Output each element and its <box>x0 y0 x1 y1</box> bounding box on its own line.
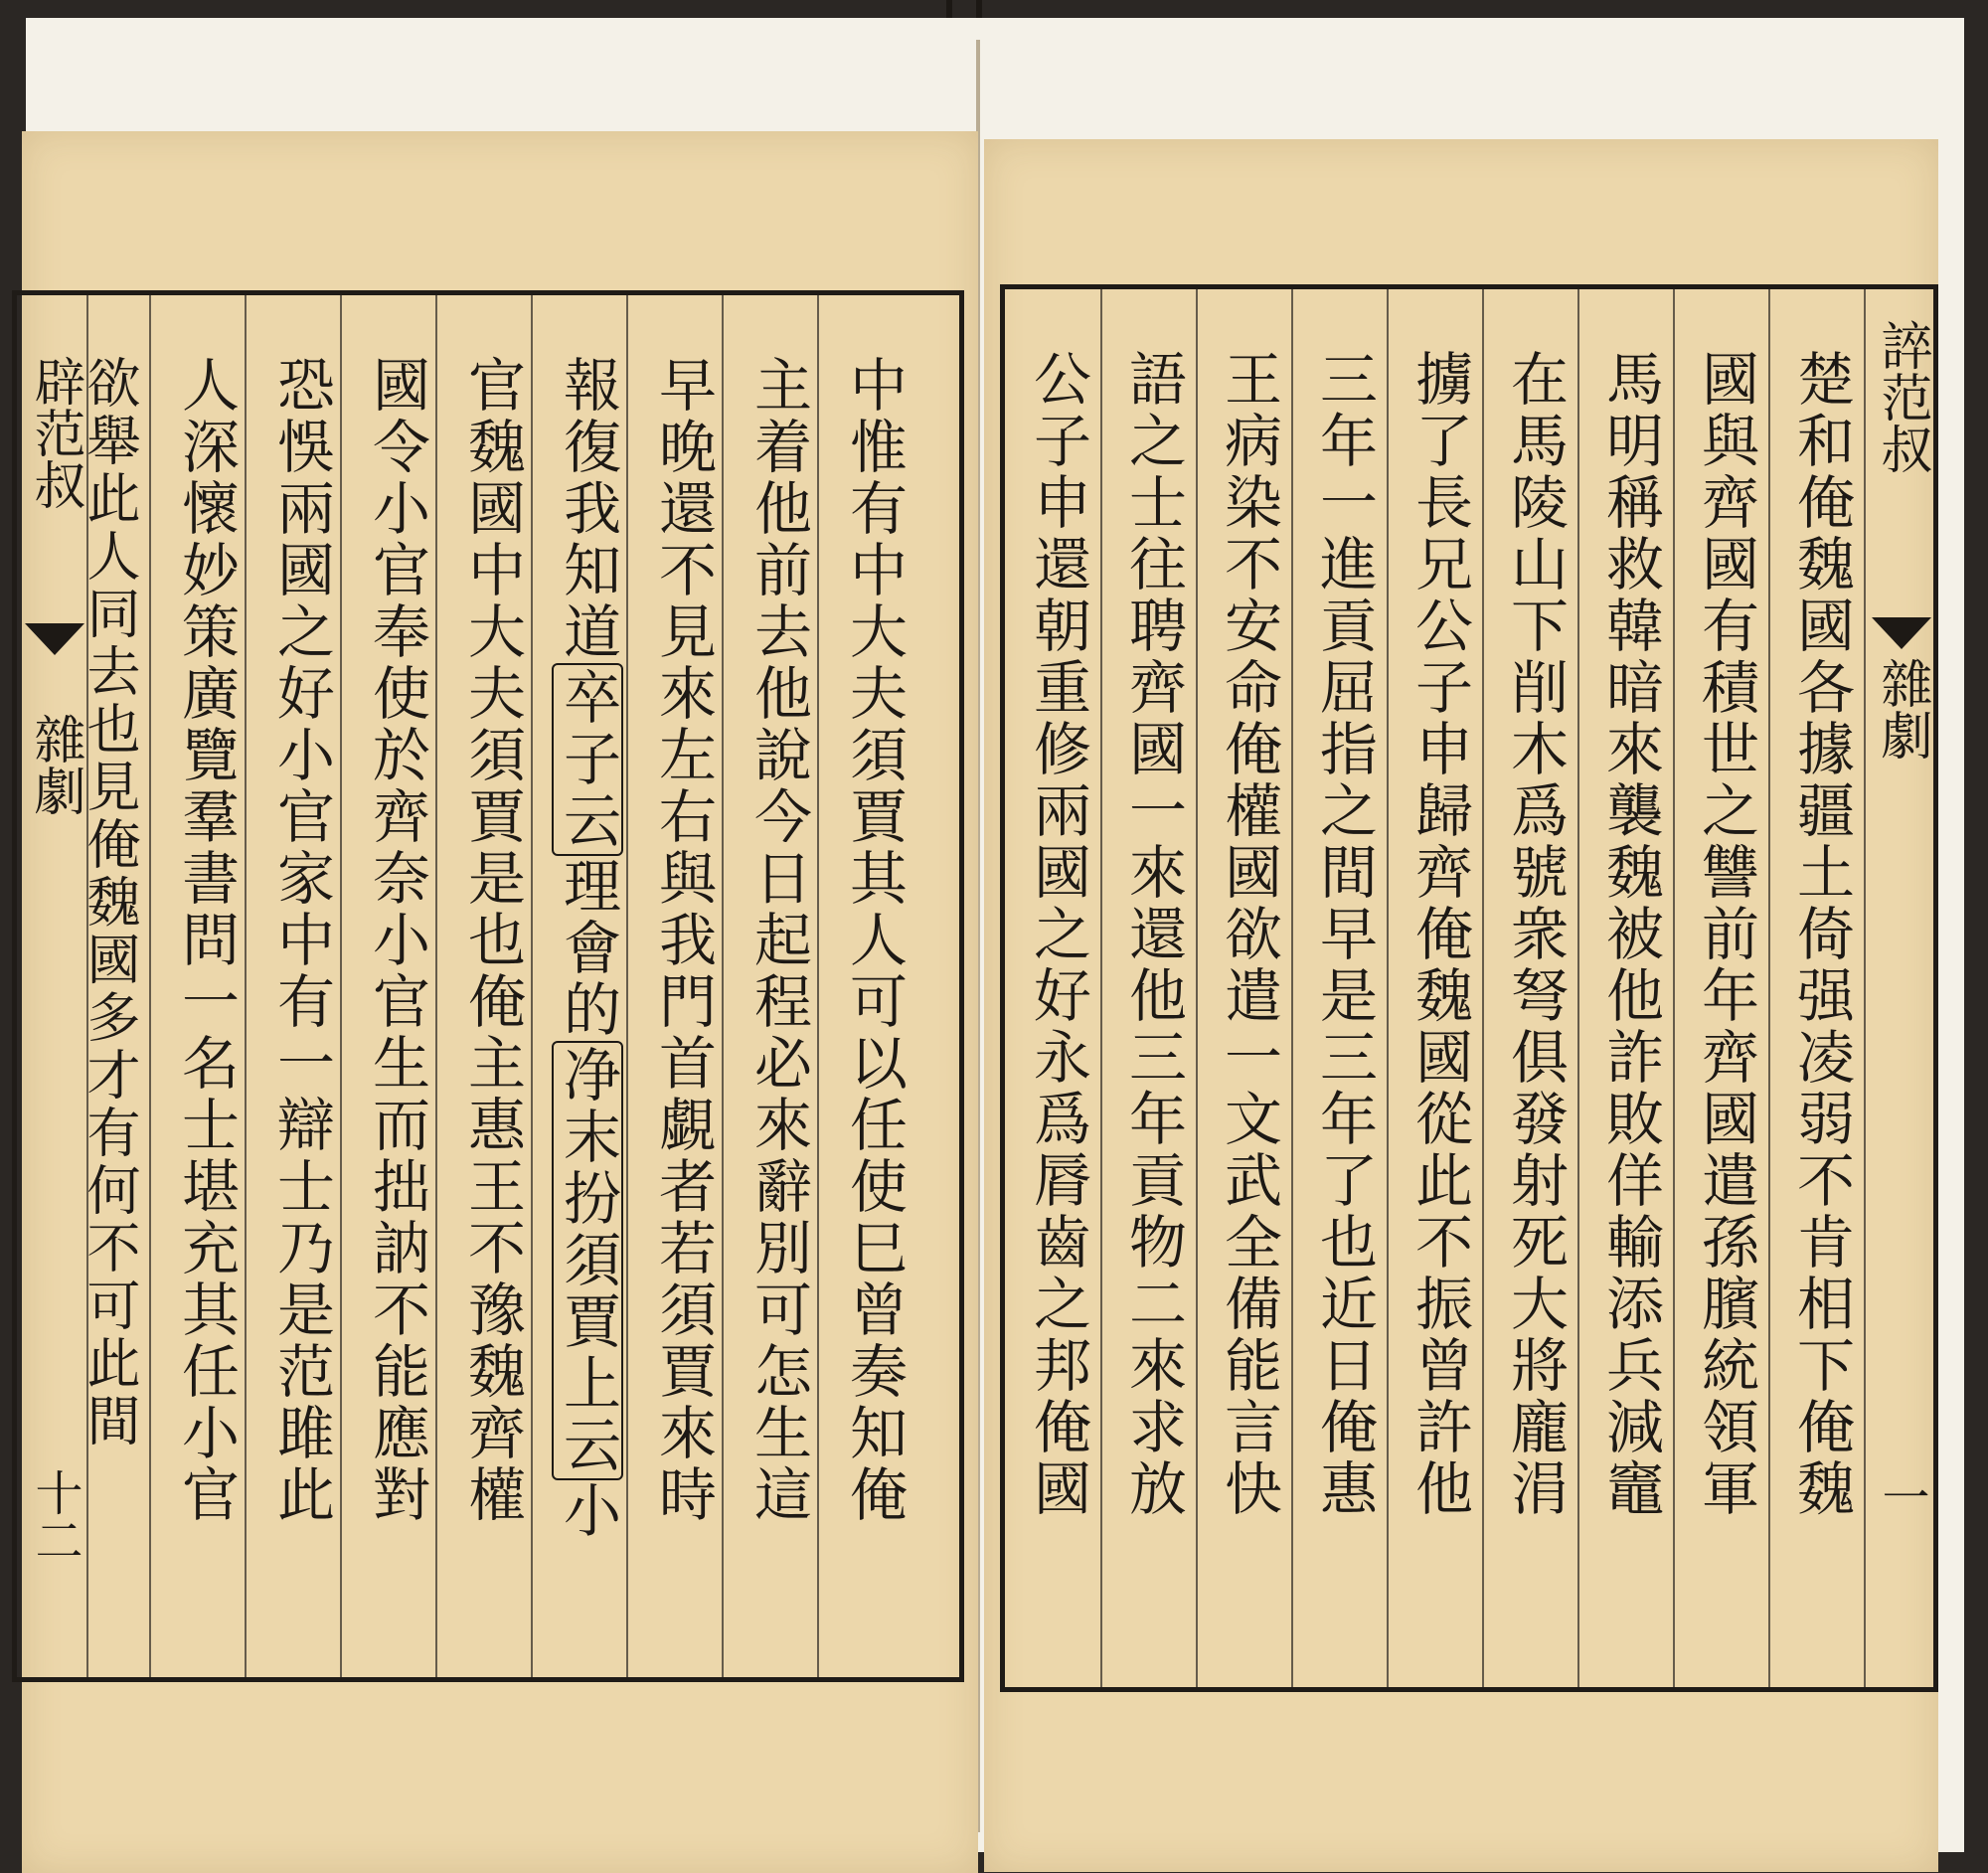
right-page <box>984 139 1938 1872</box>
center-title: 辟范叔 <box>25 355 84 510</box>
text-column-3: 早晚還不見來左右與我門首覷者若須賈來時 <box>649 355 717 1526</box>
text-column-2: 國與齊國有積世之讐前年齊國遣孫臏統領軍 <box>1692 349 1759 1520</box>
text-column-9: 欲舉此人同去也見俺魏國多才有何不可此間 <box>79 355 141 1450</box>
text-column-1: 中惟有中大夫須賈其人可以任使巳曾奏知俺 <box>840 355 908 1526</box>
column-rule <box>1100 289 1102 1687</box>
text-column-8: 人深懷妙策廣覽羣書問一名士堪充其任小官 <box>172 355 240 1526</box>
center-title: 誶范叔 <box>1872 319 1931 474</box>
column-rule <box>1387 289 1389 1687</box>
stage-direction-box: 卒子云 <box>552 663 623 856</box>
text-run: 小 <box>554 1480 621 1542</box>
right-text-frame <box>1000 284 1938 1692</box>
column-rule <box>1768 289 1770 1687</box>
text-run: 報復我知道 <box>554 355 621 663</box>
center-column-rule <box>1864 289 1866 1687</box>
text-column-8: 語之士往聘齊國一來還他三年貢物二來求放 <box>1119 349 1187 1520</box>
center-label: 雜劇 <box>25 713 84 816</box>
text-column-5: 擄了長兄公子申歸齊俺魏國從此不振曾許他 <box>1406 349 1473 1520</box>
page-number: 十二 <box>27 1468 83 1564</box>
text-column-4: 在馬陵山下削木爲號衆弩俱發射死大將龐涓 <box>1501 349 1569 1520</box>
text-run: 理會的 <box>554 856 621 1041</box>
text-column-3: 馬明稱救韓暗來襲魏被他詐敗佯輸添兵減竈 <box>1596 349 1664 1520</box>
text-column-4 <box>545 355 630 1542</box>
text-column-7: 王病染不安命俺權國欲遣一文武全備能言快 <box>1215 349 1282 1520</box>
text-column-1: 楚和俺魏國各據疆土倚强凌弱不肯相下俺魏 <box>1787 349 1855 1520</box>
column-rule <box>1196 289 1198 1687</box>
text-column-6: 國令小官奉使於齊奈小官生而拙訥不能應對 <box>363 355 430 1526</box>
column-rule <box>1673 289 1675 1687</box>
page-number: 一 <box>1874 1472 1929 1520</box>
text-column-7: 恐悞兩國之好小官家中有一辯士乃是范雎此 <box>267 355 335 1526</box>
column-rule <box>1291 289 1293 1687</box>
fishtail-mark <box>1872 617 1931 649</box>
center-label: 雜劇 <box>1872 657 1931 761</box>
stage-direction-box: 净末扮須賈上云 <box>552 1041 623 1480</box>
column-rule <box>1577 289 1579 1687</box>
text-column-9: 公子申還朝重修兩國之好永爲脣齒之邦俺國 <box>1024 349 1091 1520</box>
column-rule <box>1482 289 1484 1687</box>
left-page <box>22 131 978 1873</box>
text-column-5: 官魏國中大夫須賈是也俺主惠王不豫魏齊權 <box>458 355 526 1526</box>
left-text-frame <box>12 290 964 1682</box>
text-column-2: 主着他前去他說今日起程必來辭別可怎生這 <box>745 355 812 1526</box>
text-column-6: 三年一進貢屈指之間早是三年了也近日俺惠 <box>1310 349 1378 1520</box>
